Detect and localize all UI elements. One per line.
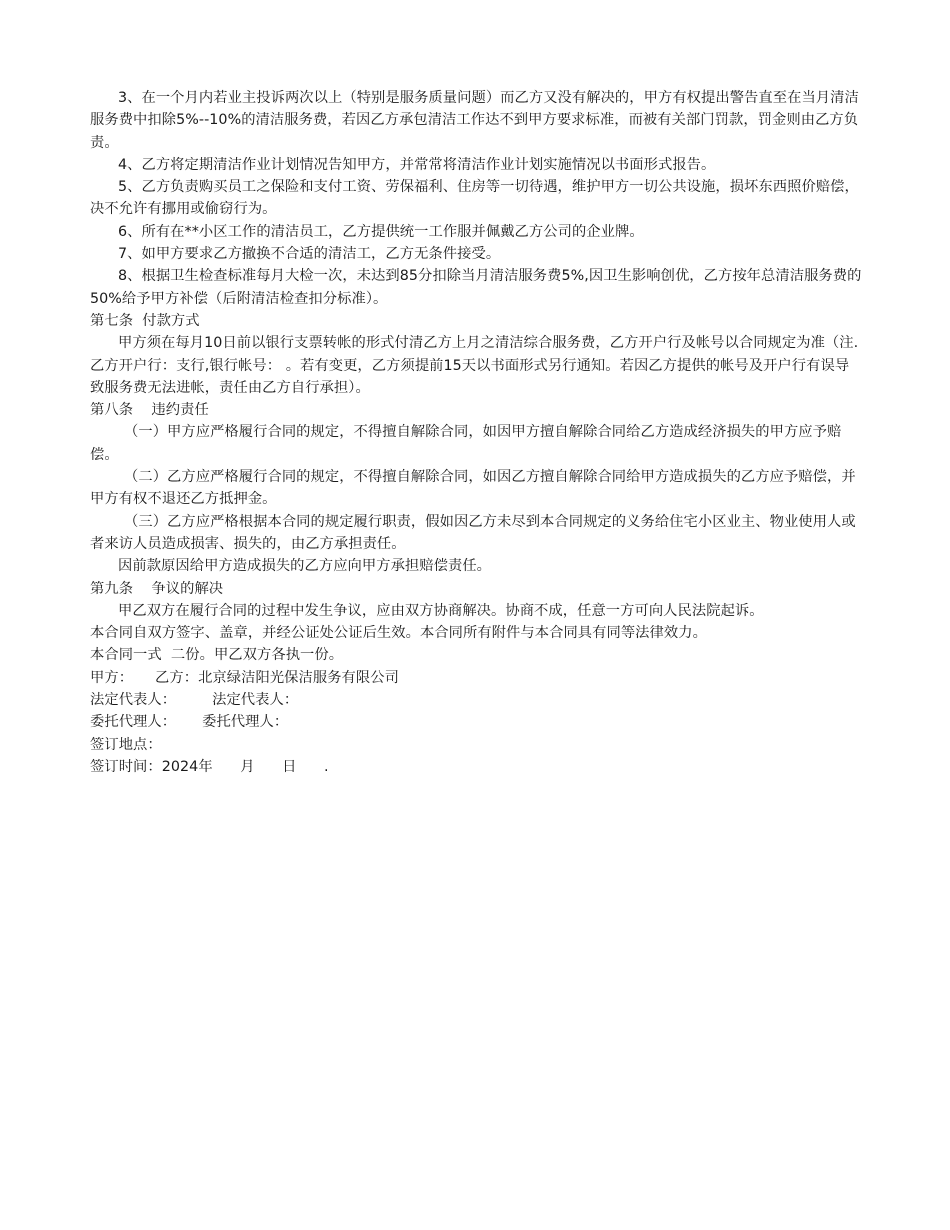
article-8-paragraph-1: （一）甲方应严格履行合同的规定，不得擅自解除合同，如因甲方擅自解除合同给乙方造成经济损失的甲方应予赔偿。 [90,424,842,463]
clause-item-4: 4、乙方将定期清洁作业计划情况告知甲方，并常常将清洁作业计划实施情况以书面形式报告。 [118,156,716,173]
clause-item-7: 7、如甲方要求乙方撤换不合适的清洁工，乙方无条件接受。 [118,246,501,263]
article-9-paragraph-1: 甲乙双方在履行合同的过程中发生争议，应由双方协商解决。协商不成，任意一方可向人民法院起诉。 [118,602,764,619]
party-b-label: 乙方：北京绿洁阳光保洁服务有限公司 [155,669,399,686]
article-8-paragraph-3: （三）乙方应严格根据本合同的规定履行职责，假如因乙方未尽到本合同规定的义务给住宅小区业主、物业使用人或者来访人员造成损害、损失的，由乙方承担责任。 [90,513,856,552]
clause-item-6: 6、所有在**小区工作的清洁员工，乙方提供统一工作服并佩戴乙方公司的企业牌。 [118,223,644,240]
article-9-paragraph-3: 本合同一式 二份。甲乙双方各执一份。 [90,647,344,664]
legal-rep-a-label: 法定代表人： [90,692,177,709]
contract-document [90,87,862,778]
clause-item-5: 5、乙方负责购买员工之保险和支付工资、劳保福利、住房等一切待遇，维护甲方一切公共设施，损坏东西照价赔偿，决不允许有挪用或偷窃行为。 [90,179,859,218]
clause-item-8: 8、根据卫生检查标准每月大检一次，未达到85分扣除当月清洁服务费5%,因卫生影响创优，乙方按年总清洁服务费的50%给予甲方补偿（后附清洁检查扣分标准）。 [90,268,862,307]
article-9-paragraph-2: 本合同自双方签字、盖章，并经公证处公证后生效。本合同所有附件与本合同具有同等法律效力。 [90,625,707,642]
signature-agent-row [90,711,862,733]
signature-time: 签订时间：2024年 月 日 . [90,758,329,775]
signature-legal-rep-row [90,689,862,711]
signature-place: 签订地点： [90,736,162,753]
article-8-heading: 第八条 违约责任 [90,402,209,419]
legal-rep-b-label: 法定代表人： [212,692,299,709]
clause-item-3: 3、在一个月内若业主投诉两次以上（特别是服务质量问题）而乙方又没有解决的，甲方有权提出警告直至在当月清洁服务费中扣除5%--10%的清洁服务费，若因乙方承包清洁工作达不到甲方要求标准，而被有关部门罚款，罚金则由乙方负责。 [90,90,859,151]
article-8-paragraph-4: 因前款原因给甲方造成损失的乙方应向甲方承担赔偿责任。 [118,558,492,575]
agent-a-label: 委托代理人： [90,714,177,731]
agent-b-label: 委托代理人： [202,714,289,731]
party-a-label: 甲方： [90,669,134,686]
article-9-heading: 第九条 争议的解决 [90,580,224,597]
signature-parties-row [90,667,862,689]
article-8-paragraph-2: （二）乙方应严格履行合同的规定，不得擅自解除合同，如因乙方擅自解除合同给甲方造成损失的乙方应予赔偿，并甲方有权不退还乙方抵押金。 [90,469,856,508]
article-7-heading: 第七条 付款方式 [90,312,200,329]
article-7-body: 甲方须在每月10日前以银行支票转帐的形式付清乙方上月之清洁综合服务费，乙方开户行及帐号以合同规定为准（注.乙方开户行：支行,银行帐号： 。若有变更，乙方须提前15天以书面形式另行通知。若因乙方提供的帐号及开户行有误导致服务费无法进帐，责任由乙方自行承担）。 [90,335,859,396]
